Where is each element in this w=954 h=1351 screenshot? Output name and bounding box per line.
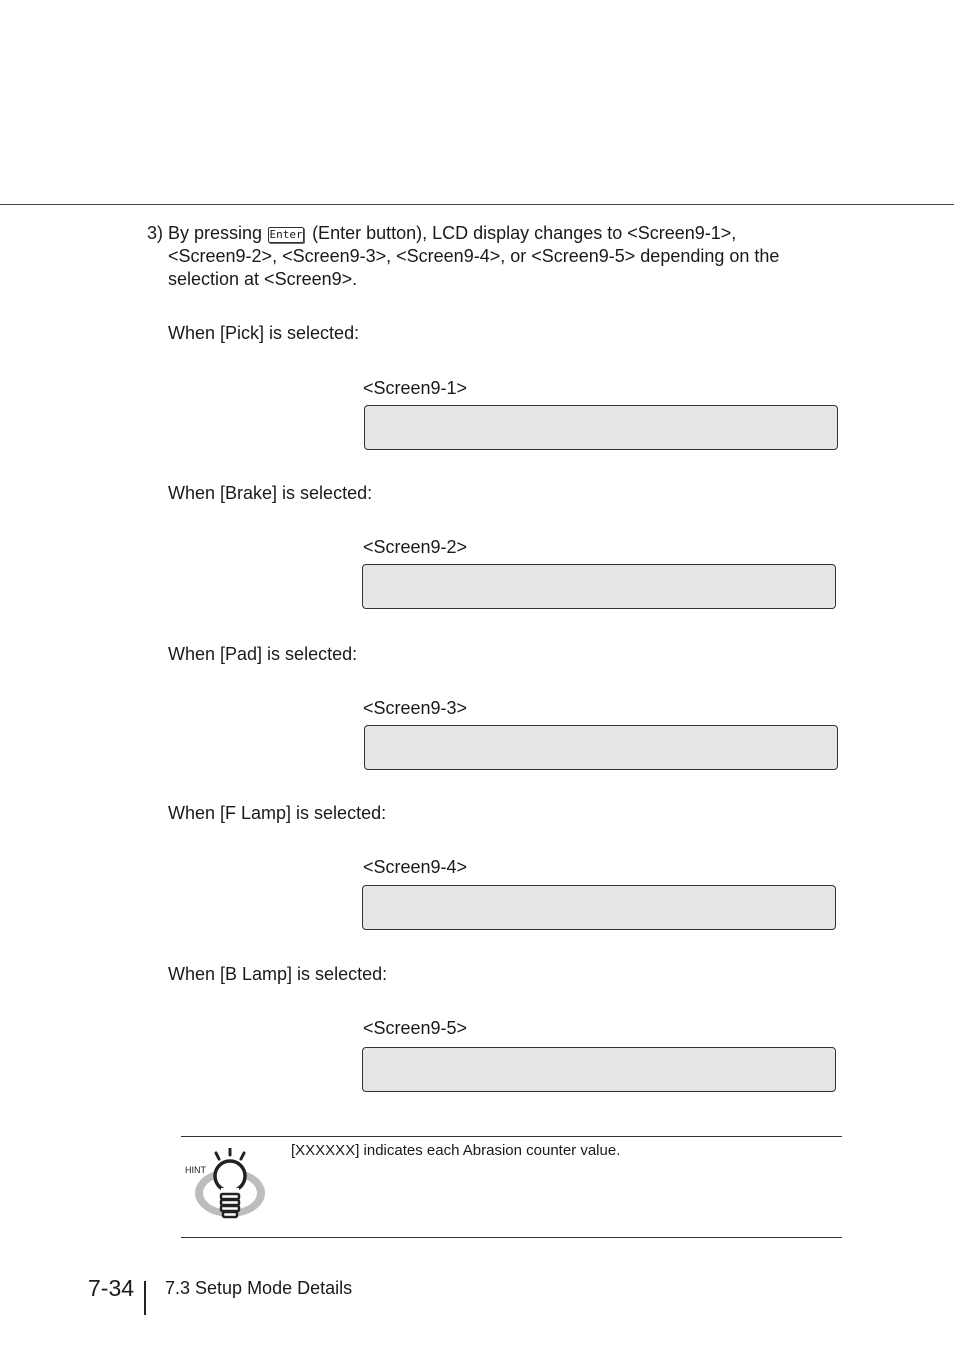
hint-lightbulb-icon [184,1148,270,1222]
hint-text: [XXXXXX] indicates each Abrasion counter value. [291,1142,621,1159]
step-line-1 [147,222,837,245]
step-prefix: 3) By pressing [147,223,263,243]
screen9-4-caption: <Screen9-4> [363,857,468,877]
step-3-paragraph [147,222,837,291]
when-pick-label: When [Pick] is selected: [168,323,360,343]
lcd-screen9-4 [362,885,836,930]
when-f-lamp-label: When [F Lamp] is selected: [168,803,387,823]
screen9-3-caption: <Screen9-3> [363,698,468,718]
hint-bottom-rule [181,1237,842,1238]
when-b-lamp-label: When [B Lamp] is selected: [168,964,388,984]
enter-key-icon: Enter [269,228,303,241]
header-rule [0,204,954,205]
when-brake-label: When [Brake] is selected: [168,483,373,503]
step-line-1-rest: (Enter button), LCD display changes to <Screen9-1>, [312,223,737,243]
screen9-1-caption: <Screen9-1> [363,378,468,398]
when-pad-label: When [Pad] is selected: [168,644,358,664]
lcd-screen9-2 [362,564,836,609]
screen9-5-caption: <Screen9-5> [363,1018,468,1038]
hint-top-rule [181,1136,842,1137]
lcd-screen9-3 [364,725,838,770]
footer-section-title: 7.3 Setup Mode Details [165,1278,353,1298]
lcd-screen9-1 [364,405,838,450]
hint-icon-label: HINT [185,1165,206,1175]
page-number: 7-34 [88,1275,135,1301]
footer-divider [144,1281,146,1315]
step-line-2: <Screen9-2>, <Screen9-3>, <Screen9-4>, or <Screen9-5> depending on the [168,246,780,266]
step-line-3: selection at <Screen9>. [168,269,358,289]
screen9-2-caption: <Screen9-2> [363,537,468,557]
lcd-screen9-5 [362,1047,836,1092]
